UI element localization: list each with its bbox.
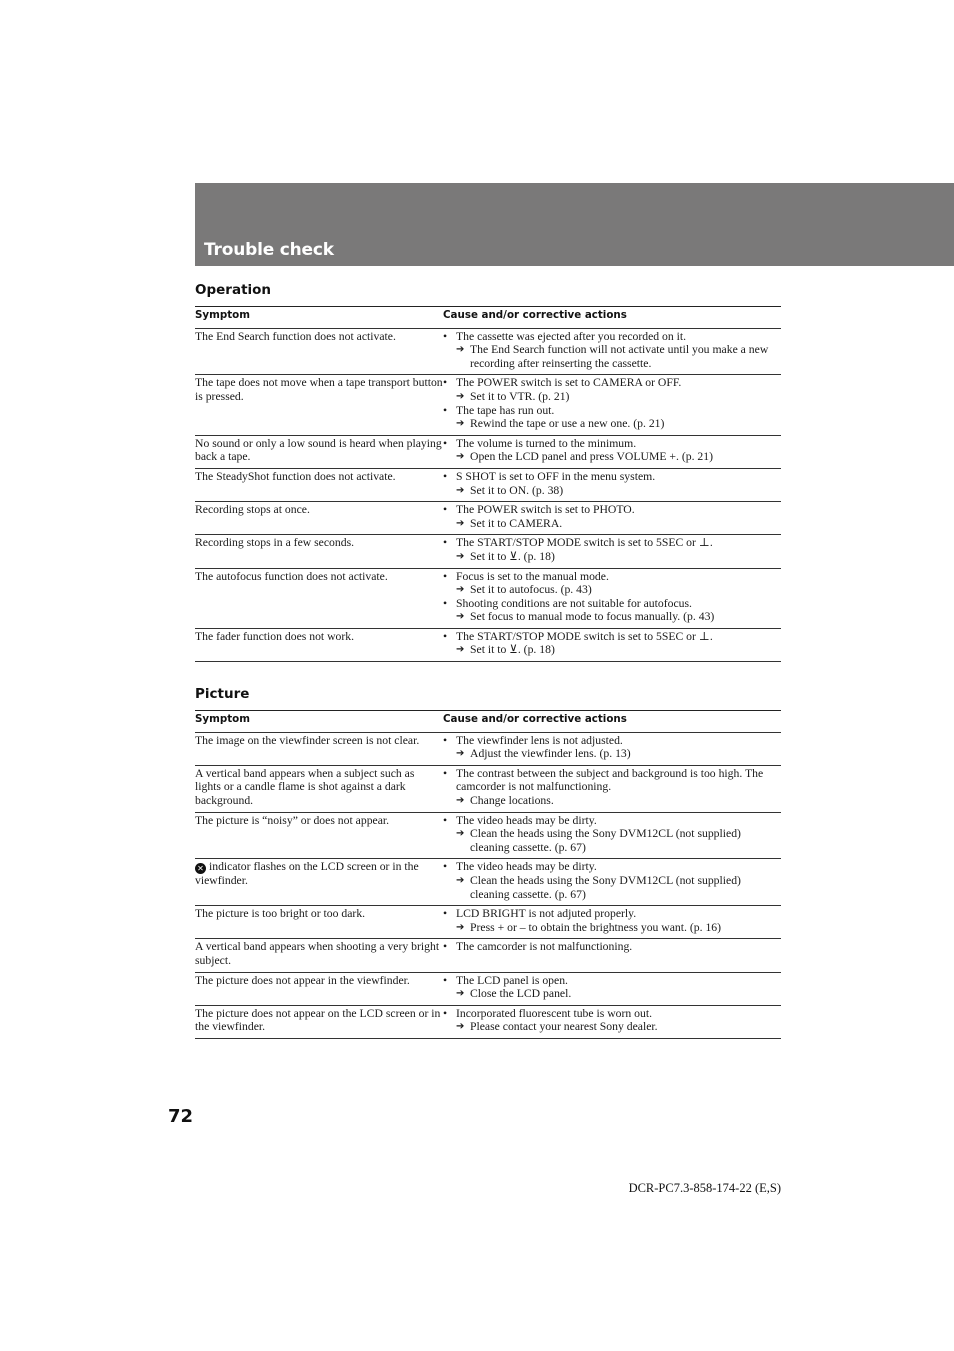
bullet-icon: • (443, 569, 448, 583)
symptom-cell (195, 628, 443, 661)
fix-item (443, 550, 781, 564)
symptom-text: No sound or only a low sound is heard when playing back a tape. (195, 436, 442, 464)
cause-text: The START/STOP MODE switch is set to 5SEC or ⊥. (456, 536, 713, 550)
arrow-right-icon: ➔ (456, 921, 465, 933)
arrow-right-icon: ➔ (456, 584, 465, 596)
bullet-icon: • (443, 973, 448, 987)
page-title: Trouble check (204, 240, 334, 260)
cause-text: The video heads may be dirty. (456, 813, 597, 827)
symptom-text: A vertical band appears when a subject such as lights or a candle flame is shot against a dark background. (195, 766, 415, 807)
bullet-icon: • (443, 403, 448, 417)
table-row (195, 568, 781, 628)
table-row (195, 939, 781, 972)
table-row (195, 435, 781, 468)
cause-cell (443, 628, 781, 661)
cause-item (443, 330, 781, 344)
cause-text: The LCD panel is open. (456, 973, 568, 987)
table-row (195, 535, 781, 568)
fix-text: The End Search function will not activate until you make a new recording after reinserting the cassette. (470, 343, 769, 370)
bullet-icon: • (443, 766, 448, 780)
bullet-icon: • (443, 733, 448, 747)
cause-cell (443, 328, 781, 375)
page-number: 72 (168, 1106, 194, 1127)
arrow-right-icon: ➔ (456, 644, 465, 656)
cause-item (443, 630, 781, 644)
table-row (195, 468, 781, 501)
fix-text: Set focus to manual mode to focus manually. (p. 43) (470, 610, 715, 624)
cause-item (443, 734, 781, 748)
cause-item (443, 376, 781, 390)
table-row (195, 765, 781, 812)
fix-item (443, 794, 781, 808)
cause-item (443, 974, 781, 988)
fix-item (443, 583, 781, 597)
symptom-text: The image on the viewfinder screen is not clear. (195, 733, 420, 747)
cause-cell (443, 1005, 781, 1038)
symptom-cell (195, 468, 443, 501)
bullet-icon: • (443, 860, 448, 874)
cause-text: The POWER switch is set to PHOTO. (456, 503, 635, 517)
symptom-cell (195, 732, 443, 765)
symptom-text: The tape does not move when a tape transport button is pressed. (195, 376, 443, 403)
cause-text: The contrast between the subject and background is too high. The camcorder is not malfunctioning. (456, 766, 764, 794)
cause-cell (443, 468, 781, 501)
cause-item (443, 907, 781, 921)
cause-cell (443, 859, 781, 906)
arrow-right-icon: ➔ (456, 517, 465, 529)
table-row (195, 1005, 781, 1038)
cause-column-header: Cause and/or corrective actions (443, 307, 781, 329)
cause-cell (443, 502, 781, 535)
arrow-right-icon: ➔ (456, 451, 465, 463)
cause-column-header: Cause and/or corrective actions (443, 711, 781, 733)
symptom-cell (195, 375, 443, 435)
arrow-right-icon: ➔ (456, 344, 465, 356)
symptom-text: Recording stops in a few seconds. (195, 536, 355, 550)
cause-text: S SHOT is set to OFF in the menu system. (456, 469, 656, 483)
symptom-cell (195, 535, 443, 568)
cause-text: The cassette was ejected after you recorded on it. (456, 329, 687, 343)
cause-item (443, 404, 781, 418)
symptom-text: Recording stops at once. (195, 503, 310, 517)
fix-text: Clean the heads using the Sony DVM12CL (not supplied) cleaning cassette. (p. 67) (470, 827, 741, 854)
cause-text: The START/STOP MODE switch is set to 5SEC or ⊥. (456, 629, 713, 643)
fix-text: Change locations. (470, 793, 554, 807)
fix-text: Set it to VTR. (p. 21) (470, 389, 570, 403)
cause-item (443, 767, 781, 794)
symptom-cell (195, 812, 443, 859)
cause-text: The camcorder is not malfunctioning. (456, 940, 633, 954)
arrow-right-icon: ➔ (456, 988, 465, 1000)
cause-cell (443, 568, 781, 628)
fix-item (443, 390, 781, 404)
symptom-text: The picture is too bright or too dark. (195, 907, 366, 921)
fix-item (443, 1020, 781, 1034)
cause-cell (443, 732, 781, 765)
symptom-text: indicator flashes on the LCD screen or in the viewfinder. (195, 860, 419, 888)
fix-text: Open the LCD panel and press VOLUME +. (p. 21) (470, 450, 714, 464)
fix-text: Set it to ⊻. (p. 18) (470, 643, 555, 657)
fix-item (443, 450, 781, 464)
symptom-text: The autofocus function does not activate. (195, 569, 388, 583)
bullet-icon: • (443, 469, 448, 483)
symptom-cell (195, 502, 443, 535)
symptom-text: The fader function does not work. (195, 629, 355, 643)
arrow-right-icon: ➔ (456, 874, 465, 886)
symptom-column-header: Symptom (195, 711, 443, 733)
symptom-text: The picture is “noisy” or does not appear. (195, 813, 390, 827)
symptom-text: The End Search function does not activate. (195, 329, 396, 343)
fix-text: Set it to ⊻. (p. 18) (470, 549, 555, 563)
arrow-right-icon: ➔ (456, 611, 465, 623)
fix-item (443, 610, 781, 624)
fix-text: Set it to autofocus. (p. 43) (470, 583, 592, 597)
table-row (195, 812, 781, 859)
fix-item (443, 921, 781, 935)
cause-item (443, 503, 781, 517)
fix-text: Clean the heads using the Sony DVM12CL (not supplied) cleaning cassette. (p. 67) (470, 873, 741, 901)
symptom-text: The picture does not appear on the LCD screen or in the viewfinder. (195, 1006, 441, 1034)
bullet-icon: • (443, 329, 448, 343)
bullet-icon: • (443, 436, 448, 450)
fix-item (443, 517, 781, 531)
arrow-right-icon: ➔ (456, 390, 465, 402)
symptom-text: A vertical band appears when shooting a very bright subject. (195, 940, 440, 967)
symptom-cell (195, 328, 443, 375)
bullet-icon: • (443, 376, 448, 390)
cause-item (443, 570, 781, 584)
cause-text: LCD BRIGHT is not adjuted properly. (456, 907, 637, 921)
table-row (195, 628, 781, 661)
arrow-right-icon: ➔ (456, 484, 465, 496)
arrow-right-icon: ➔ (456, 828, 465, 840)
cause-text: The volume is turned to the minimum. (456, 436, 637, 450)
fix-item (443, 484, 781, 498)
symptom-text: The picture does not appear in the viewfinder. (195, 973, 410, 987)
fix-item (443, 417, 781, 431)
cause-item (443, 437, 781, 451)
cause-text: Incorporated fluorescent tube is worn out. (456, 1006, 653, 1020)
cause-cell (443, 375, 781, 435)
table-row (195, 732, 781, 765)
bullet-icon: • (443, 907, 448, 921)
cause-item (443, 940, 781, 954)
fix-item (443, 987, 781, 1001)
symptom-cell (195, 765, 443, 812)
x-circle-icon: ✕ (195, 863, 206, 874)
bullet-icon: • (443, 596, 448, 610)
picture-heading: Picture (195, 686, 250, 702)
arrow-right-icon: ➔ (456, 418, 465, 430)
bullet-icon: • (443, 1006, 448, 1020)
fix-text: Set it to ON. (p. 38) (470, 483, 564, 497)
arrow-right-icon: ➔ (456, 550, 465, 562)
cause-cell (443, 939, 781, 972)
fix-text: Press + or – to obtain the brightness you want. (p. 16) (470, 920, 722, 934)
symptom-cell (195, 1005, 443, 1038)
cause-text: Focus is set to the manual mode. (456, 569, 609, 583)
fix-item (443, 643, 781, 657)
cause-text: The viewfinder lens is not adjusted. (456, 733, 623, 747)
symptom-cell (195, 859, 443, 906)
operation-heading: Operation (195, 282, 272, 298)
cause-text: The POWER switch is set to CAMERA or OFF. (456, 376, 682, 390)
cause-text: The tape has run out. (456, 403, 555, 417)
bullet-icon: • (443, 940, 448, 954)
fix-text: Set it to CAMERA. (470, 516, 563, 530)
cause-item (443, 597, 781, 611)
symptom-cell (195, 435, 443, 468)
picture-table (195, 710, 781, 1039)
fix-text: Close the LCD panel. (470, 987, 572, 1001)
cause-item (443, 814, 781, 828)
table-row (195, 328, 781, 375)
cause-item (443, 860, 781, 874)
table-row (195, 859, 781, 906)
fix-item (443, 343, 781, 370)
symptom-column-header: Symptom (195, 307, 443, 329)
cause-cell (443, 535, 781, 568)
fix-text: Adjust the viewfinder lens. (p. 13) (470, 747, 631, 761)
fix-item (443, 874, 781, 901)
cause-cell (443, 972, 781, 1005)
arrow-right-icon: ➔ (456, 1021, 465, 1033)
operation-table (195, 306, 781, 662)
table-row (195, 502, 781, 535)
cause-item (443, 536, 781, 550)
fix-item (443, 827, 781, 854)
cause-cell (443, 812, 781, 859)
arrow-right-icon: ➔ (456, 794, 465, 806)
document-code: DCR-PC7.3-858-174-22 (E,S) (628, 1181, 781, 1195)
table-row (195, 375, 781, 435)
arrow-right-icon: ➔ (456, 748, 465, 760)
fix-text: Rewind the tape or use a new one. (p. 21) (470, 417, 665, 431)
cause-item (443, 470, 781, 484)
symptom-cell (195, 568, 443, 628)
fix-item (443, 747, 781, 761)
fix-text: Please contact your nearest Sony dealer. (470, 1020, 658, 1034)
bullet-icon: • (443, 813, 448, 827)
symptom-text: The SteadyShot function does not activate. (195, 469, 396, 483)
cause-cell (443, 435, 781, 468)
cause-text: The video heads may be dirty. (456, 860, 597, 874)
bullet-icon: • (443, 536, 448, 550)
cause-text: Shooting conditions are not suitable for autofocus. (456, 596, 692, 610)
bullet-icon: • (443, 503, 448, 517)
symptom-cell (195, 906, 443, 939)
section-banner (195, 183, 954, 266)
cause-item (443, 1007, 781, 1021)
table-row (195, 906, 781, 939)
bullet-icon: • (443, 629, 448, 643)
symptom-cell (195, 939, 443, 972)
symptom-cell (195, 972, 443, 1005)
cause-cell (443, 765, 781, 812)
cause-cell (443, 906, 781, 939)
table-row (195, 972, 781, 1005)
